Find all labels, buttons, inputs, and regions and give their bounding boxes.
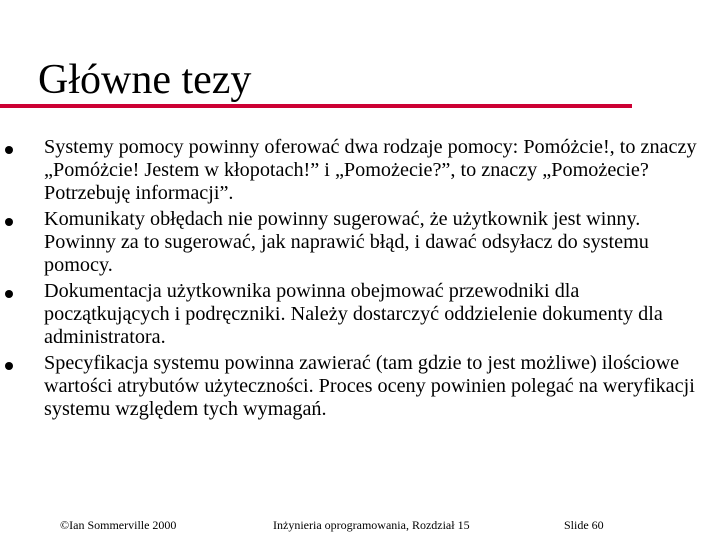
title-underline [0, 104, 632, 108]
footer-slide-number: Slide 60 [564, 518, 604, 532]
bullet-item [0, 352, 720, 421]
bullet-text: Systemy pomocy powinny oferować dwa rodzaje pomocy: Pomóżcie!, to znaczy „Pomóżcie! Jestem w kłopotach!” i „Pomożecie?”, to znaczy „Pomożecie? Potrzebuję informacji”. [44, 136, 697, 204]
bullet-text: Dokumentacja użytkownika powinna obejmować przewodniki dla początkujących i podręczniki. Należy dostarczyć oddzielenie dokumenty dla administratora. [44, 280, 663, 348]
bullet-dot-icon [5, 290, 13, 298]
bullet-text: Specyfikacja systemu powinna zawierać (tam gdzie to jest możliwe) ilościowe wartości atrybutów użyteczności. Proces oceny powinien polegać na weryfikacji systemu względem tych wymagań. [44, 352, 695, 420]
bullet-item [0, 280, 720, 349]
bullet-item [0, 136, 720, 205]
footer-course-title: Inżynieria oprogramowania, Rozdział 15 [273, 518, 470, 532]
bullet-list [0, 136, 720, 424]
bullet-dot-icon [5, 218, 13, 226]
bullet-item [0, 208, 720, 277]
footer-copyright: ©Ian Sommerville 2000 [60, 518, 177, 532]
bullet-dot-icon [5, 362, 13, 370]
bullet-text: Komunikaty obłędach nie powinny sugerować, że użytkownik jest winny. Powinny za to sugerować, jak naprawić błąd, i dawać odsyłacz do systemu pomocy. [44, 208, 649, 276]
bullet-dot-icon [5, 146, 13, 154]
slide-title: Główne tezy [38, 57, 252, 103]
